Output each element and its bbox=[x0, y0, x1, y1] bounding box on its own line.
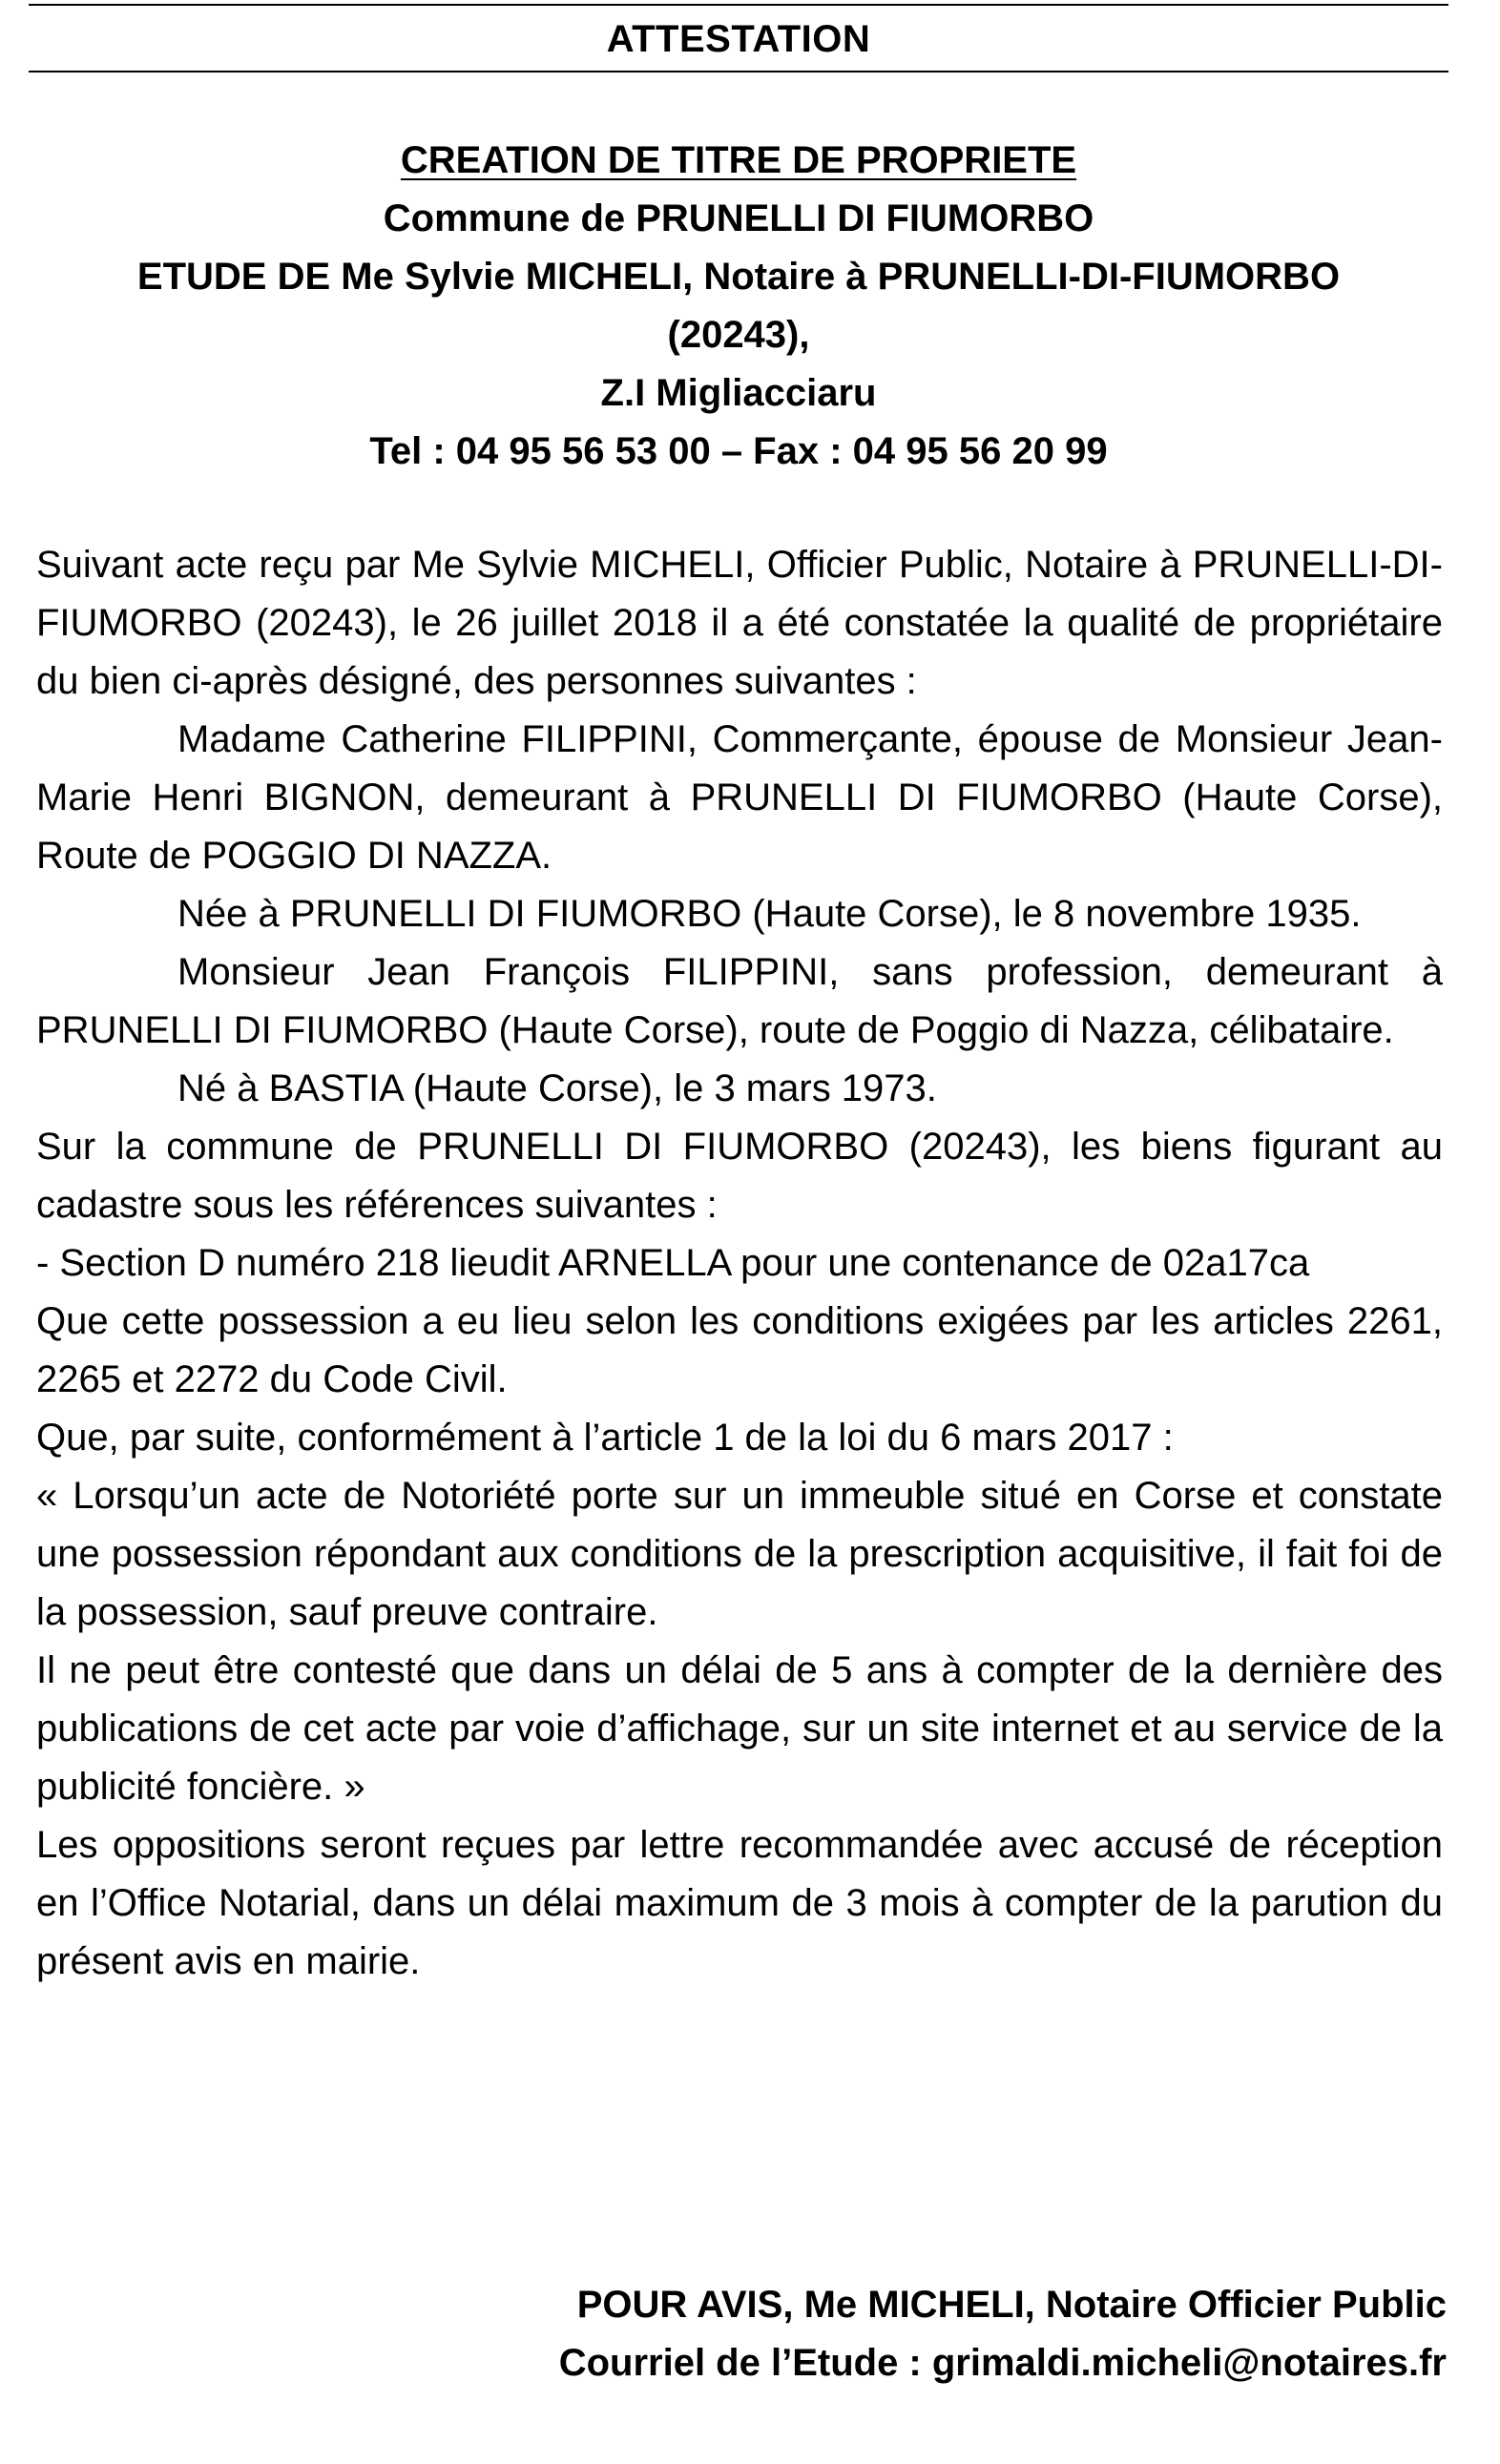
deed-body bbox=[36, 536, 1443, 1991]
body-paragraph-owner-2: Monsieur Jean François FILIPPINI, sans profession, demeurant à PRUNELLI DI FIUMORBO (Haute Corse), route de Poggio di Nazza, célibataire. bbox=[36, 951, 1443, 1051]
body-paragraph-quote: « Lorsqu’un acte de Notoriété porte sur un immeuble situé en Corse et constate une possession répondant aux conditions de la prescription acquisitive, il fait foi de la possession, sauf preuve contraire. bbox=[36, 1475, 1443, 1633]
commune-line: Commune de PRUNELLI DI FIUMORBO bbox=[383, 197, 1094, 239]
body-paragraph-contest: Il ne peut être contesté que dans un délai de 5 ans à compter de la dernière des publications de cet acte par voie d’affichage, sur un site internet et au service de la publicité foncière. » bbox=[36, 1649, 1443, 1808]
body-paragraph-owner-1-birth: Née à PRUNELLI DI FIUMORBO (Haute Corse), le 8 novembre 1935. bbox=[177, 893, 1362, 935]
notary-office-line: ETUDE DE Me Sylvie MICHELI, Notaire à PRUNELLI-DI-FIUMORBO bbox=[136, 256, 1341, 298]
body-paragraph-cadastre: - Section D numéro 218 lieudit ARNELLA pour une contenance de 02a17ca bbox=[36, 1242, 1310, 1284]
body-paragraph-owner-1: Madame Catherine FILIPPINI, Commerçante, épouse de Monsieur Jean-Marie Henri BIGNON, demeurant à PRUNELLI DI FIUMORBO (Haute Corse), Route de POGGIO DI NAZZA. bbox=[36, 718, 1443, 877]
notary-header bbox=[38, 132, 1439, 481]
document-title: ATTESTATION bbox=[606, 18, 871, 60]
email-line: Courriel de l’Etude : grimaldi.micheli@notaires.fr bbox=[558, 2342, 1447, 2384]
body-paragraph-law: Que, par suite, conformément à l’article 1 de la loi du 6 mars 2017 : bbox=[36, 1417, 1174, 1459]
signature-line: POUR AVIS, Me MICHELI, Notaire Officier Public bbox=[576, 2284, 1447, 2326]
body-paragraph-owner-2-birth: Né à BASTIA (Haute Corse), le 3 mars 1973. bbox=[177, 1067, 937, 1109]
signature-block bbox=[559, 2276, 1447, 2392]
postal-code-line: (20243), bbox=[667, 314, 810, 356]
body-paragraph-oppositions: Les oppositions seront reçues par lettre recommandée avec accusé de réception en l’Office Notarial, dans un délai maximum de 3 mois à compter de la parution du présent avis en mairie. bbox=[36, 1824, 1443, 1982]
body-paragraph-property: Sur la commune de PRUNELLI DI FIUMORBO (20243), les biens figurant au cadastre sous les références suivantes : bbox=[36, 1126, 1443, 1226]
body-paragraph-conditions: Que cette possession a eu lieu selon les conditions exigées par les articles 2261, 2265 et 2272 du Code Civil. bbox=[36, 1300, 1443, 1400]
address-line: Z.I Migliacciaru bbox=[600, 372, 877, 414]
contact-line: Tel : 04 95 56 53 00 – Fax : 04 95 56 20 99 bbox=[369, 430, 1108, 472]
body-paragraph-intro: Suivant acte reçu par Me Sylvie MICHELI, Officier Public, Notaire à PRUNELLI-DI-FIUMORBO (20243), le 26 juillet 2018 il a été constatée la qualité de propriétaire du bien ci-après désigné, des personnes suivantes : bbox=[36, 544, 1443, 702]
title-underline-rule bbox=[29, 71, 1448, 72]
deed-type-heading: CREATION DE TITRE DE PROPRIETE bbox=[400, 139, 1077, 181]
top-rule bbox=[29, 4, 1448, 6]
